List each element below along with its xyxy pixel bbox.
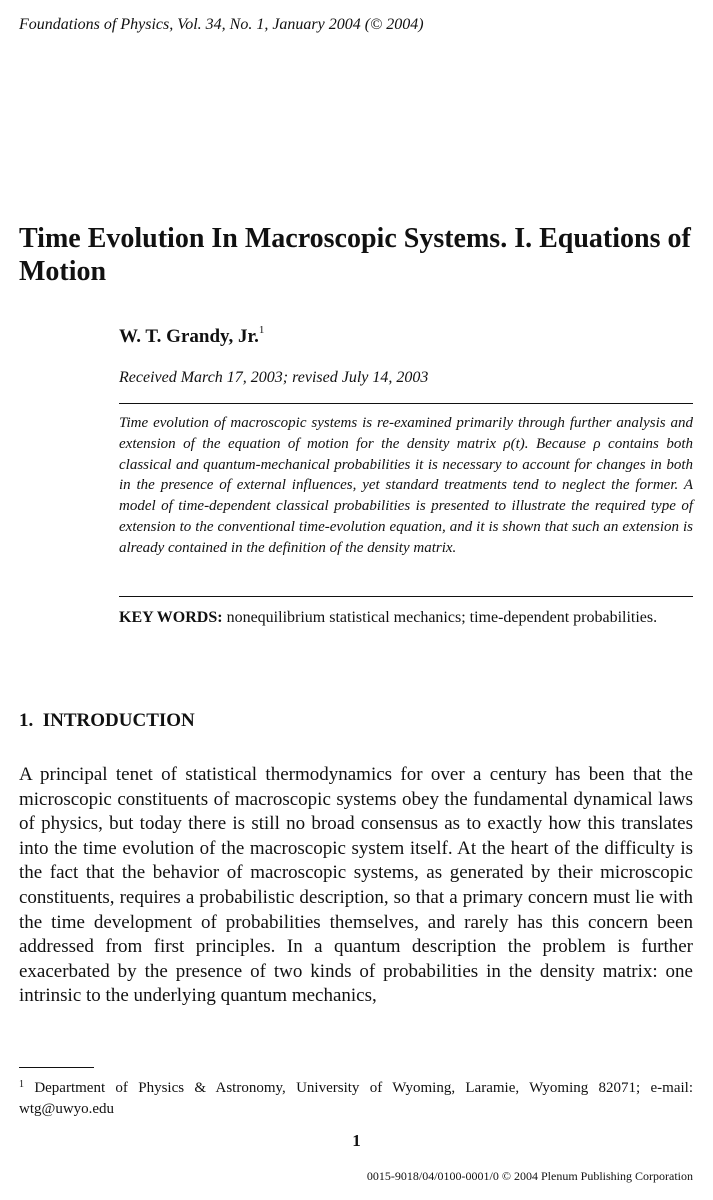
- footnote-mark: 1: [19, 1079, 24, 1090]
- footnote-text: Department of Physics & Astronomy, University of Wyoming, Laramie, Wyoming 82071; e-mail: wtg@uwyo.edu: [19, 1080, 693, 1117]
- footnote-rule: [19, 1067, 94, 1068]
- paper-title: Time Evolution In Macroscopic Systems. I. Equations of Motion: [19, 223, 691, 287]
- section-heading: [19, 710, 195, 732]
- author-name: W. T. Grandy, Jr.: [119, 326, 259, 347]
- keywords: [119, 607, 693, 629]
- author: [119, 324, 264, 348]
- keywords-text: nonequilibrium statistical mechanics; time-dependent probabilities.: [226, 609, 658, 626]
- page-number: 1: [352, 1131, 361, 1150]
- footnote: [19, 1074, 693, 1120]
- copyright-line: 0015-9018/04/0100-0001/0 © 2004 Plenum Publishing Corporation: [366, 1169, 693, 1183]
- abstract-bottom-rule: [119, 596, 693, 597]
- abstract: Time evolution of macroscopic systems is re-examined primarily through further analysis and extension of the equation of motion for the density matrix ρ(t). Because ρ contains both classical and quantum-mechanical probabilities it is necessary to account for changes in both in the presence of external influences, yet standard treatments tend to neglect the former. A model of time-dependent classical probabilities is presented to illustrate the required type of extension to the conventional time-evolution equation, and it is shown that such an extension is already contained in the definition of the density matrix.: [119, 415, 693, 556]
- received-dates: Received March 17, 2003; revised July 14, 2003: [119, 369, 429, 386]
- section-title: INTRODUCTION: [42, 710, 195, 731]
- author-footnote-mark: 1: [258, 324, 265, 336]
- body-paragraph: A principal tenet of statistical thermodynamics for over a century has been that the microscopic constituents of macroscopic systems obey the fundamental dynamical laws of physics, but today there is still no broad consensus as to exactly how this translates into the time evolution of the macroscopic system itself. At the heart of the difficulty is the fact that the behavior of macroscopic systems, as generated by their microscopic constituents, requires a probabilistic description, so that a primary concern must lie with the time development of probabilities themselves, and rarely has this concern been addressed from first principles. In a quantum description the problem is further exacerbated by the presence of two kinds of probabilities in the density matrix: one intrinsic to the underlying quantum mechanics,: [19, 764, 693, 1007]
- section-number: 1.: [19, 710, 34, 731]
- abstract-top-rule: [119, 403, 693, 404]
- keywords-label: KEY WORDS:: [119, 609, 223, 626]
- journal-header: Foundations of Physics, Vol. 34, No. 1, January 2004 (© 2004): [19, 16, 424, 33]
